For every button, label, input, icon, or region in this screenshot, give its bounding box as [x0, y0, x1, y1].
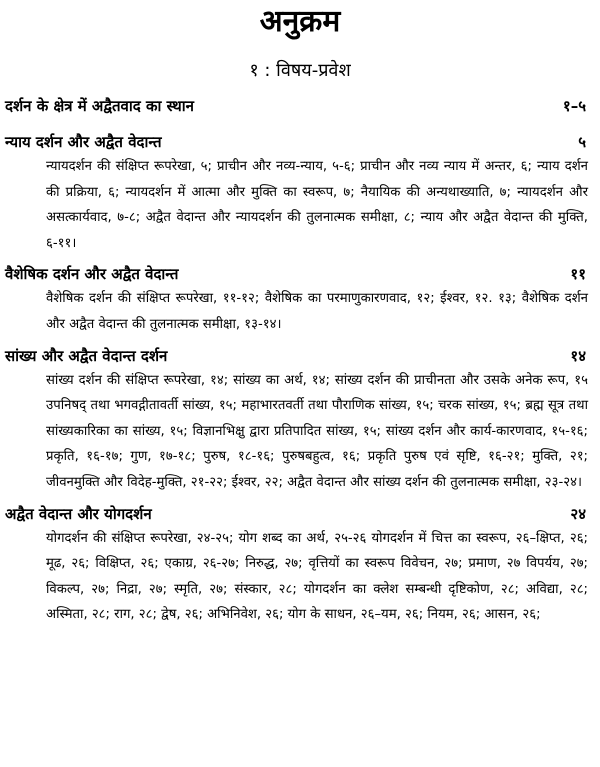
- toc-entry-heading: [0, 262, 600, 286]
- toc-entry-subtopics: सांख्य दर्शन की संक्षिप्त रूपरेखा, १४; सांख्य का अर्थ, १४; सांख्य दर्शन की प्राचीनता और उसके अनेक रूप, १५ उपनिषद् तथा भगवद्गीतावर्ती सांख्य, १५; महाभारतवर्ती तथा पौराणिक सांख्य, १५; चरक सांख्य, १५; ब्रह्म सूत्र तथा सांख्यकारिका का सांख्य, १५; विज्ञानभिक्षु द्वारा प्रतिपादित सांख्य, १५; सांख्य दर्शन और कार्य-कारणवाद, १५-१६; प्रकृति, १६-१७; गुण, १७-१८; पुरुष, १८-१६; पुरुषबहुत्व, १६; प्रकृति पुरुष एवं सृष्टि, १६-२१; मुक्ति, २१; जीवनमुक्ति और विदेह-मुक्ति, २१-२२; ईश्वर, २२; अद्वैत वेदान्त और सांख्य दर्शन की तुलनात्मक समीक्षा, २३-२४।: [46, 372, 588, 490]
- toc-entry-page: १–५: [562, 97, 586, 115]
- toc-section: [0, 344, 600, 496]
- toc-sections: [0, 94, 600, 634]
- toc-entry-title: वैशेषिक दर्शन और अद्वैत वेदान्त: [5, 265, 179, 284]
- toc-section: [0, 130, 600, 256]
- toc-entry-subtopics: वैशेषिक दर्शन की संक्षिप्त रूपरेखा, ११-१२; वैशेषिक का परमाणुकारणवाद, १२; ईश्वर, १२. १३; वैशेषिक दर्शन और अद्वैत वेदान्त की तुलनात्मक समीक्षा, १३-१४।: [46, 291, 588, 332]
- toc-entry-title: न्याय दर्शन और अद्वैत वेदान्त: [5, 133, 162, 151]
- toc-section: [0, 94, 600, 118]
- chapter-heading: १ : विषय-प्रवेश: [249, 60, 351, 81]
- toc-entry-heading: [0, 130, 600, 154]
- toc-section: [0, 262, 600, 337]
- toc-entry-page: १४: [570, 346, 586, 365]
- toc-entry-heading: [0, 502, 600, 526]
- toc-entry-title: दर्शन के क्षेत्र में अद्वैतवाद का स्थान: [5, 97, 194, 115]
- toc-entry-title: अद्वैत वेदान्त और योगदर्शन: [5, 504, 152, 523]
- toc-entry-subtopics: योगदर्शन की संक्षिप्त रूपरेखा, २४-२५; योग शब्द का अर्थ, २५-२६ योगदर्शन में चित्त का स्वरूप, २६–क्षिप्त, २६; मूढ, २६; विक्षिप्त, २६; एकाग्र, २६-२७; निरुद्ध, २७; वृत्तियों का स्वरूप विवेचन, २७; प्रमाण, २७ विपर्यय, २७; विकल्प, २७; निद्रा, २७; स्मृति, २७; संस्कार, २८; योगदर्शन का क्लेश सम्बन्धी दृष्टिकोण, २८; अविद्या, २८; अस्मिता, २८; राग, २८; द्वेष, २६; अभिनिवेश, २६; योग के साधन, २६–यम, २६; नियम, २६; आसन, २६;: [46, 530, 588, 623]
- toc-entry-title: सांख्य और अद्वैत वेदान्त दर्शन: [5, 346, 168, 365]
- toc-entry-page: २४: [570, 504, 586, 523]
- toc-entry-page: ५: [578, 133, 586, 151]
- toc-entry-subtopics: न्यायदर्शन की संक्षिप्त रूपरेखा, ५; प्राचीन और नव्य-न्याय, ५-६; प्राचीन और नव्य न्याय में अन्तर, ६; न्याय दर्शन की प्रक्रिया, ६; न्यायदर्शन में आत्मा और मुक्ति का स्वरूप, ७; नैयायिक की अन्यथाख्याति, ७; न्यायदर्शन और असत्कार्यवाद, ७-८; अद्वैत वेदान्त और न्यायदर्शन की तुलनात्मक समीक्षा, ८; न्याय और अद्वैत वेदान्त की मुक्ति, ६-११।: [46, 159, 588, 251]
- page-title: अनुक्रम: [259, 4, 341, 39]
- toc-entry-page: ११: [570, 265, 586, 284]
- toc-entry-heading: [0, 94, 600, 118]
- toc-entry-heading: [0, 344, 600, 368]
- toc-section: [0, 502, 600, 628]
